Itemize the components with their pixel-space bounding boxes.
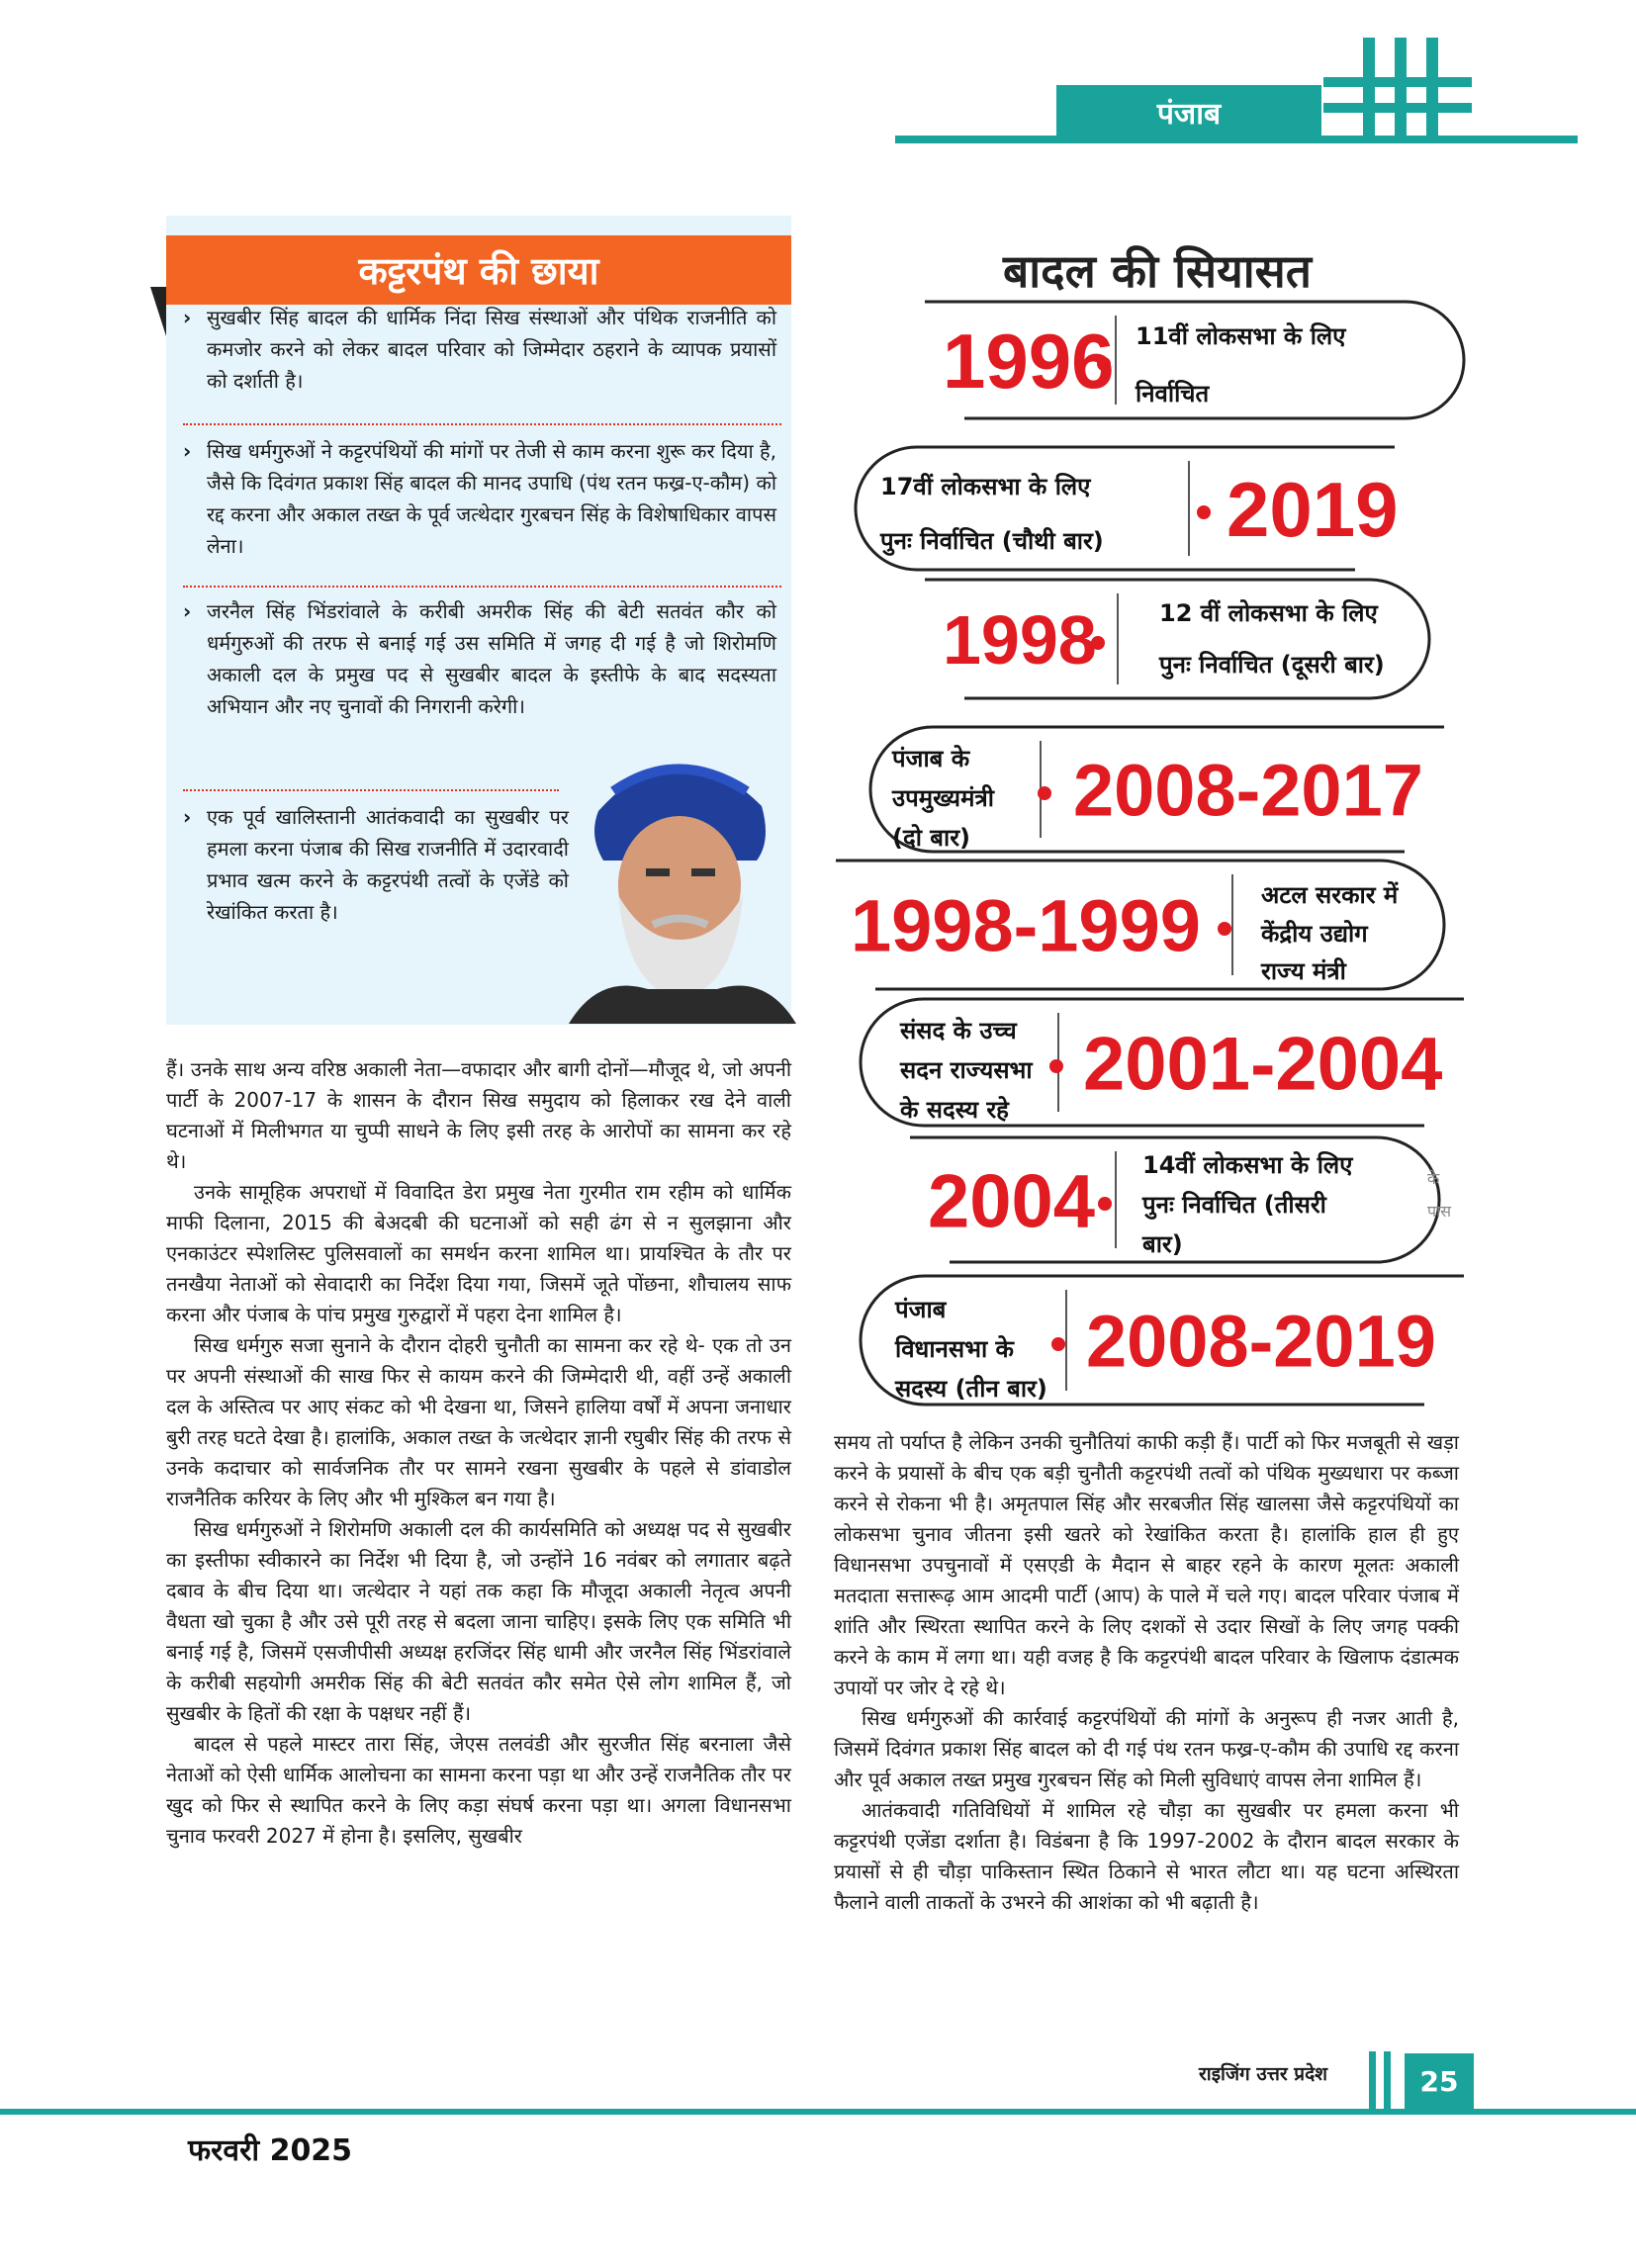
timeline-dot-icon	[1218, 922, 1231, 936]
timeline-description: निर्वाचित	[1136, 380, 1210, 408]
timeline-description: बार)	[1142, 1230, 1183, 1258]
timeline-description: पुनः निर्वाचित (तीसरी	[1142, 1191, 1326, 1219]
timeline-period: 1998-1999	[851, 884, 1201, 967]
timeline-description: संसद के उच्च	[900, 1017, 1017, 1044]
article-paragraph: हैं। उनके साथ अन्य वरिष्ठ अकाली नेता—वफादार और बागी दोनों—मौजूद थे, जो अपनी पार्टी के 2007-17 के शासन के दौरान सिख समुदाय को हिलाकर रख देने वाली घटनाओं में मिलीभगत या चुप्पी साधने के लिए इसी तरह के आरोपों का सामना कर रहे थे।	[166, 1057, 791, 1173]
sidebar-bullet-text: एक पूर्व खालिस्तानी आतंकवादी का सुखबीर पर हमला करना पंजाब की सिख राजनीति में उदारवादी प्रभाव खत्म करने के कट्टरपंथी तत्वों के एजेंडे को रेखांकित करता है।	[207, 805, 569, 924]
section-label: पंजाब	[1056, 85, 1321, 138]
timeline-description: पुनः निर्वाचित (दूसरी बार)	[1159, 651, 1385, 679]
timeline-period: 2008-2019	[1086, 1300, 1436, 1383]
timeline-dot-icon	[1038, 786, 1051, 800]
timeline-description: सदन राज्यसभा	[900, 1056, 1033, 1084]
timeline-description: 14वीं लोकसभा के लिए	[1142, 1151, 1353, 1179]
timeline-dot-icon	[1051, 1337, 1065, 1351]
chevron-right-icon: ›	[183, 599, 192, 623]
timeline-description: पंजाब	[895, 1296, 947, 1323]
timeline-description: 17वीं लोकसभा के लिए	[880, 473, 1091, 500]
timeline-period: 2019	[1227, 466, 1399, 554]
text-fragment: पास	[1427, 1202, 1452, 1221]
timeline-description: पंजाब के	[892, 745, 970, 772]
article-paragraph: समय तो पर्याप्त है लेकिन उनकी चुनौतियां काफी कड़ी हैं। पार्टी को फिर मजबूती से खड़ा करने के प्रयासों के बीच एक बड़ी चुनौती कट्टरपंथी तत्वों को पंथिक मुख्यधारा पर कब्जा करने से रोकना भी है। अमृतपाल सिंह और सरबजीत सिंह खालसा जैसे कट्टरपंथियों का लोकसभा चुनाव जीतना इसी खतरे को रेखांकित करता है। हालांकि हाल ही हुए विधानसभा उपचुनावों में एसएडी के मैदान से बाहर रहने के कारण मूलतः अकाली मतदाता सत्तारूढ़ आम आदमी पार्टी (आप) के पाले में चले गए। बादल परिवार पंजाब में शांति और स्थिरता स्थापित करने के लिए दशकों से उदार सिखों के लिए जगह पक्की करने के काम में लगा था। यही वजह है कि कट्टरपंथी बादल परिवार के खिलाफ दंडात्मक उपायों पर जोर दे रहे थे।	[834, 1430, 1459, 1699]
sidebar-bullet-text: सुखबीर सिंह बादल की धार्मिक निंदा सिख संस्थाओं और पंथिक राजनीति को कमजोर करने को लेकर बादल परिवार को जिम्मेदार ठहराने के व्यापक प्रयासों को दर्शाती है।	[207, 306, 776, 393]
timeline-description: उपमुख्यमंत्री	[892, 784, 994, 812]
timeline-description: सदस्य (तीन बार)	[895, 1375, 1047, 1403]
timeline-description: के सदस्य रहे	[900, 1096, 1009, 1124]
sidebar-bullet-text: सिख धर्मगुरुओं ने कट्टरपंथियों की मांगों पर तेजी से काम करना शुरू कर दिया है, जैसे कि दिवंगत प्रकाश सिंह बादल की मानद उपाधि (पंथ रतन फख्र-ए-कौम) को रद्द करना और अकाल तख्त के पूर्व जत्थेदार गुरबचन सिंह के विशेषाधिकार वापस लेना।	[207, 439, 776, 558]
article-paragraph: आतंकवादी गतिविधियों में शामिल रहे चौड़ा का सुखबीर पर हमला करना भी कट्टरपंथी एजेंडा दर्शाता है। विडंबना है कि 1997-2002 के दौरान बादल सरकार के प्रयासों से ही चौड़ा पाकिस्तान स्थित ठिकाने से भारत लौटा था। यह घटना अस्थिरता फैलाने वाली ताकतों के उभरने की आशंका को भी बढ़ाती है।	[834, 1798, 1459, 1914]
timeline-period: 2004	[928, 1159, 1096, 1244]
timeline-description: 11वीं लोकसभा के लिए	[1136, 322, 1346, 350]
chevron-right-icon: ›	[183, 439, 192, 463]
timeline-period: 2008-2017	[1073, 749, 1423, 832]
article-paragraph: सिख धर्मगुरुओं की कार्रवाई कट्टरपंथियों की मांगों के अनुरूप ही नजर आती है, जिसमें दिवंगत प्रकाश सिंह बादल को दी गई पंथ रतन फख्र-ए-कौम की उपाधि रद्द करना और पूर्व अकाल तख्त प्रमुख गुरबचन सिंह को मिली सुविधाएं वापस लेना शामिल हैं।	[834, 1706, 1459, 1791]
timeline-period: 1996	[943, 318, 1115, 406]
timeline-description: अटल सरकार में	[1261, 881, 1399, 909]
sidebar-title: कट्टरपंथ की छाया	[166, 235, 791, 305]
timeline-period: 2001-2004	[1083, 1022, 1443, 1107]
text-fragment: के	[1427, 1169, 1440, 1188]
footer-bars-icon	[1367, 2051, 1397, 2109]
sidebar-bullet-text: जरनैल सिंह भिंडरांवाले के करीबी अमरीक सिंह की बेटी सतवंत कौर को धर्मगुरुओं की तरफ से बनाई गई उस समिति में जगह दी गई है जो शिरोमणि अकाली दल के प्रमुख पद से सुखबीर बादल के इस्तीफे के बाद सदस्यता अभियान और नए चुनावों की निगरानी करेगी।	[207, 599, 776, 718]
timeline-description: पुनः निर्वाचित (चौथी बार)	[880, 527, 1104, 555]
issue-date: फरवरी 2025	[188, 2133, 353, 2168]
timeline-dot-icon	[1049, 1059, 1063, 1073]
timeline-description: विधानसभा के	[895, 1335, 1014, 1363]
timeline-description: (दो बार)	[892, 824, 970, 852]
article-paragraph: बादल से पहले मास्टर तारा सिंह, जेएस तलवंडी और सुरजीत सिंह बरनाला जैसे नेताओं को ऐसी धार्मिक आलोचना का सामना करना पड़ा था और उन्हें राजनैतिक तौर पर खुद को फिर से स्थापित करने के लिए कड़ा संघर्ष करना पड़ा था। अगला विधानसभा चुनाव फरवरी 2027 में होना है। इसलिए, सुखबीर	[166, 1732, 791, 1848]
timeline-dot-icon	[1197, 505, 1211, 519]
article-paragraph: सिख धर्मगुरुओं ने शिरोमणि अकाली दल की कार्यसमिति को अध्यक्ष पद से सुखबीर का इस्तीफा स्वीकारने का निर्देश भी दिया है, जो उन्होंने 16 नवंबर को लगातार बढ़ते दबाव के बीच दिया था। जत्थेदार ने यहां तक कहा कि मौजूदा अकाली नेतृत्व अपनी वैधता खो चुका है और उसे पूरी तरह से बदला जाना चाहिए। इसके लिए एक समिति भी बनाई गई है, जिसमें एसजीपीसी अध्यक्ष हरजिंदर सिंह धामी और जरनैल सिंह भिंडरांवाले के करीबी सहयोगी अमरीक सिंह की बेटी सतवंत कौर समेत ऐसे लोग शामिल हैं, जो सुखबीर के हितों की रक्षा के पक्षधर नहीं हैं।	[166, 1517, 791, 1725]
timeline-description: राज्य मंत्री	[1261, 957, 1346, 985]
article-paragraph: सिख धर्मगुरु सजा सुनाने के दौरान दोहरी चुनौती का सामना कर रहे थे- एक तो उन पर अपनी संस्थाओं की साख फिर से कायम करने की जिम्मेदारी थी, वहीं उन्हें अकाली दल के अस्तित्व पर आए संकट को भी देखना था, जिसने हालिया वर्षों में अपना जनाधार बुरी तरह घटते देखा है। हालांकि, अकाल तख्त के जत्थेदार ज्ञानी रघुबीर सिंह की तरफ से उनके कदाचार को सार्वजनिक तौर पर सामने रखना सुखबीर के पहले से डांवाडोल राजनैतिक करियर के लिए और भी मुश्किल बन गया है।	[166, 1333, 791, 1510]
footer-rule	[0, 2109, 1636, 2115]
timeline-description: केंद्रीय उद्योग	[1261, 920, 1368, 948]
footer-brand: राइजिंग उत्तर प्रदेश	[1199, 2063, 1328, 2085]
article-paragraph: उनके सामूहिक अपराधों में विवादित डेरा प्रमुख नेता गुरमीत राम रहीम को धार्मिक माफी दिलाना, 2015 की बेअदबी की घटनाओं को सही ढंग से न सुलझाना और एनकाउंटर स्पेशलिस्ट पुलिसवालों का समर्थन करना शामिल था। प्रायश्चित के तौर पर तनखैया नेताओं को सेवादारी का निर्देश दिया गया, जिसमें जूते पोंछना, शौचालय साफ करना और पंजाब के पांच प्रमुख गुरुद्वारों में पहरा देना शामिल है।	[166, 1180, 791, 1326]
timeline-description: 12 वीं लोकसभा के लिए	[1159, 599, 1378, 627]
timeline-period: 1998	[943, 601, 1097, 680]
chevron-right-icon: ›	[183, 306, 192, 329]
chevron-right-icon: ›	[183, 805, 192, 829]
page-number: 25	[1405, 2053, 1474, 2109]
timeline-title: बादल की सियासत	[1003, 244, 1312, 298]
timeline-dot-icon	[1098, 1197, 1112, 1211]
